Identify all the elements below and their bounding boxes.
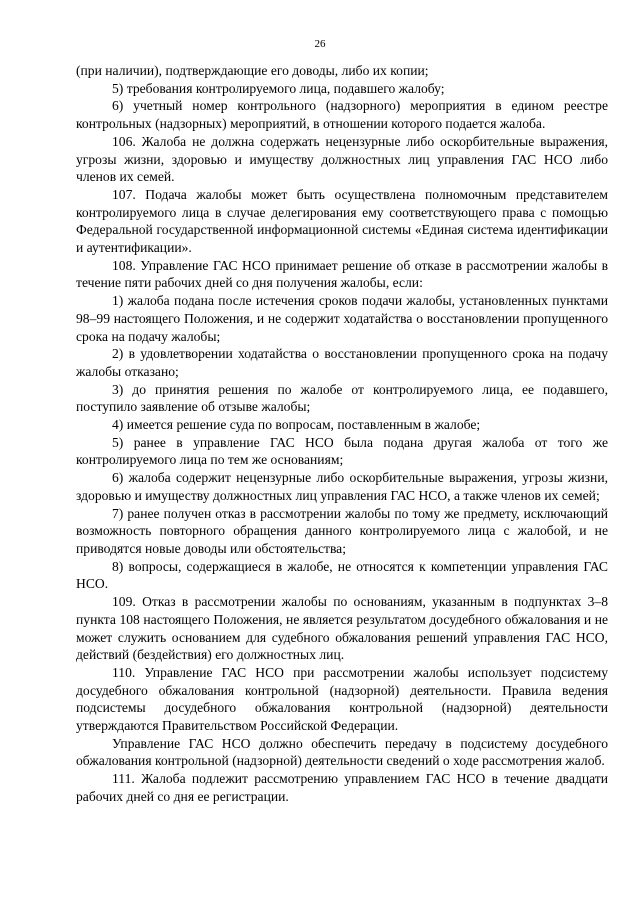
paragraph-continuation: (при наличии), подтверждающие его доводы, либо их копии; bbox=[76, 63, 429, 78]
paragraph-108-item-2: 2) в удовлетворении ходатайства о восстановлении пропущенного срока на подачу жалобы отказано; bbox=[76, 346, 608, 379]
paragraph-111: 111. Жалоба подлежит рассмотрению управлением ГАС НСО в течение двадцати рабочих дней со дня ее регистрации. bbox=[76, 771, 608, 804]
page-number: 26 bbox=[314, 38, 326, 50]
paragraph-108-item-6: 6) жалоба содержит нецензурные либо оскорбительные выражения, угрозы жизни, здоровью и имуществу должностных лиц управления ГАС НСО, а также членов их семей; bbox=[76, 470, 608, 503]
paragraph-item-6: 6) учетный номер контрольного (надзорного) мероприятия в едином реестре контрольных (надзорных) мероприятий, в отношении которого подается жалоба. bbox=[76, 98, 608, 132]
paragraph-107: 107. Подача жалобы может быть осуществлена полномочным представителем контролируемого лица в случае делегирования ему соответствующего права с помощью Федеральной государственной информационной системы «Единая система идентификации и аутентификации». bbox=[76, 186, 608, 256]
paragraph-108-item-5: 5) ранее в управление ГАС НСО была подана другая жалоба от того же контролируемого лица по тем же основаниям; bbox=[76, 434, 608, 468]
paragraph-108: 108. Управление ГАС НСО принимает решение об отказе в рассмотрении жалобы в течение пяти рабочих дней со дня получения жалобы, если: bbox=[76, 257, 608, 291]
paragraph-108-item-4: 4) имеется решение суда по вопросам, поставленным в жалобе; bbox=[112, 417, 481, 433]
paragraph-item-5: 5) требования контролируемого лица, подавшего жалобу; bbox=[112, 80, 445, 96]
paragraph-109: 109. Отказ в рассмотрении жалобы по основаниям, указанным в подпунктах 3–8 пункта 108 настоящего Положения, не является результатом досудебного обжалования и не может служить основанием для судебного обжалования решений управления ГАС НСО, действий (бездействия) его должностных лиц. bbox=[76, 594, 608, 663]
paragraph-110: 110. Управление ГАС НСО при рассмотрении жалобы использует подсистему досудебного обжалования контрольной (надзорной) деятельности. Правила ведения подсистемы досудебного обжалования контрольной (надзорной) деятельности утверждаются Правительством Российской Федерации. bbox=[76, 664, 608, 734]
paragraph-106: 106. Жалоба не должна содержать нецензурные либо оскорбительные выражения, угрозы жизни, здоровью и имуществу должностных лиц управления ГАС НСО либо членов их семей. bbox=[76, 133, 608, 185]
paragraph-108-item-1: 1) жалоба подана после истечения сроков подачи жалобы, установленных пунктами 98–99 настоящего Положения, и не содержит ходатайства о восстановлении пропущенного срока на подачу жалобы; bbox=[76, 293, 608, 344]
paragraph-108-item-3: 3) до принятия решения по жалобе от контролируемого лица, ее подавшего, поступило заявление об отзыве жалобы; bbox=[76, 381, 608, 415]
paragraph-108-item-7: 7) ранее получен отказ в рассмотрении жалобы по тому же предмету, исключающий возможность повторного обращения данного контролируемого лица с жалобой, и не приводятся новые доводы или обстоятельства; bbox=[76, 505, 608, 556]
paragraph-108-item-8: 8) вопросы, содержащиеся в жалобе, не относятся к компетенции управления ГАС НСО. bbox=[76, 558, 608, 592]
paragraph-110-continued: Управление ГАС НСО должно обеспечить передачу в подсистему досудебного обжалования контрольной (надзорной) деятельности сведений о ходе рассмотрения жалоб. bbox=[76, 735, 608, 769]
document-body bbox=[76, 62, 608, 806]
